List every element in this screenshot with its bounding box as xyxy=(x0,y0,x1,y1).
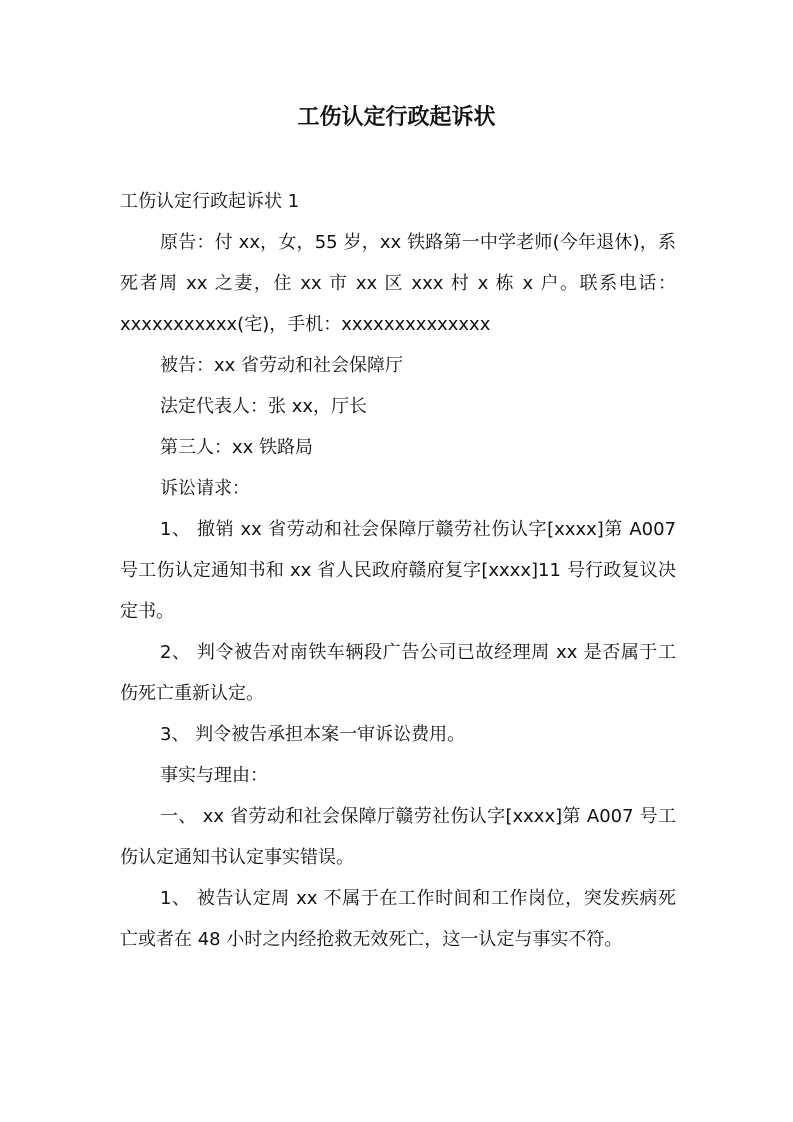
third-party-paragraph: 第三人：xx 铁路局 xyxy=(160,437,314,458)
claims-heading: 诉讼请求： xyxy=(160,478,250,499)
defendant-paragraph: 被告：xx 省劳动和社会保障厅 xyxy=(160,355,404,376)
section-heading: 工伤认定行政起诉状 1 xyxy=(120,191,300,212)
claim-item: 1、 撤销 xx 省劳动和社会保障厅赣劳社伤认字[xxxx]第 A007 号工伤认定通知书和 xx 省人民政府赣府复字[xxxx]11 号行政复议决定书。 xyxy=(120,519,676,622)
plaintiff-paragraph: 原告：付 xx，女，55 岁，xx 铁路第一中学老师(今年退休)，系死者周 xx 之妻，住 xx 市 xx 区 xxx 村 x 栋 x 户。联系电话：xxxxxxxxxxx(宅)，手机：xxxxxxxxxxxxxx xyxy=(120,232,676,335)
facts-heading: 事实与理由： xyxy=(160,765,268,786)
legal-representative-paragraph: 法定代表人：张 xx，厅长 xyxy=(160,396,368,417)
claim-item: 2、 判令被告对南铁车辆段广告公司已故经理周 xx 是否属于工伤死亡重新认定。 xyxy=(120,642,676,704)
document-body xyxy=(120,181,676,960)
document-title: 工伤认定行政起诉状 xyxy=(297,105,496,130)
claim-item: 3、 判令被告承担本案一审诉讼费用。 xyxy=(160,724,466,745)
facts-item: 1、 被告认定周 xx 不属于在工作时间和工作岗位，突发疾病死亡或者在 48 小时之内经抢救无效死亡，这一认定与事实不符。 xyxy=(120,888,676,950)
facts-item: 一、 xx 省劳动和社会保障厅赣劳社伤认字[xxxx]第 A007 号工伤认定通知书认定事实错误。 xyxy=(120,806,676,868)
